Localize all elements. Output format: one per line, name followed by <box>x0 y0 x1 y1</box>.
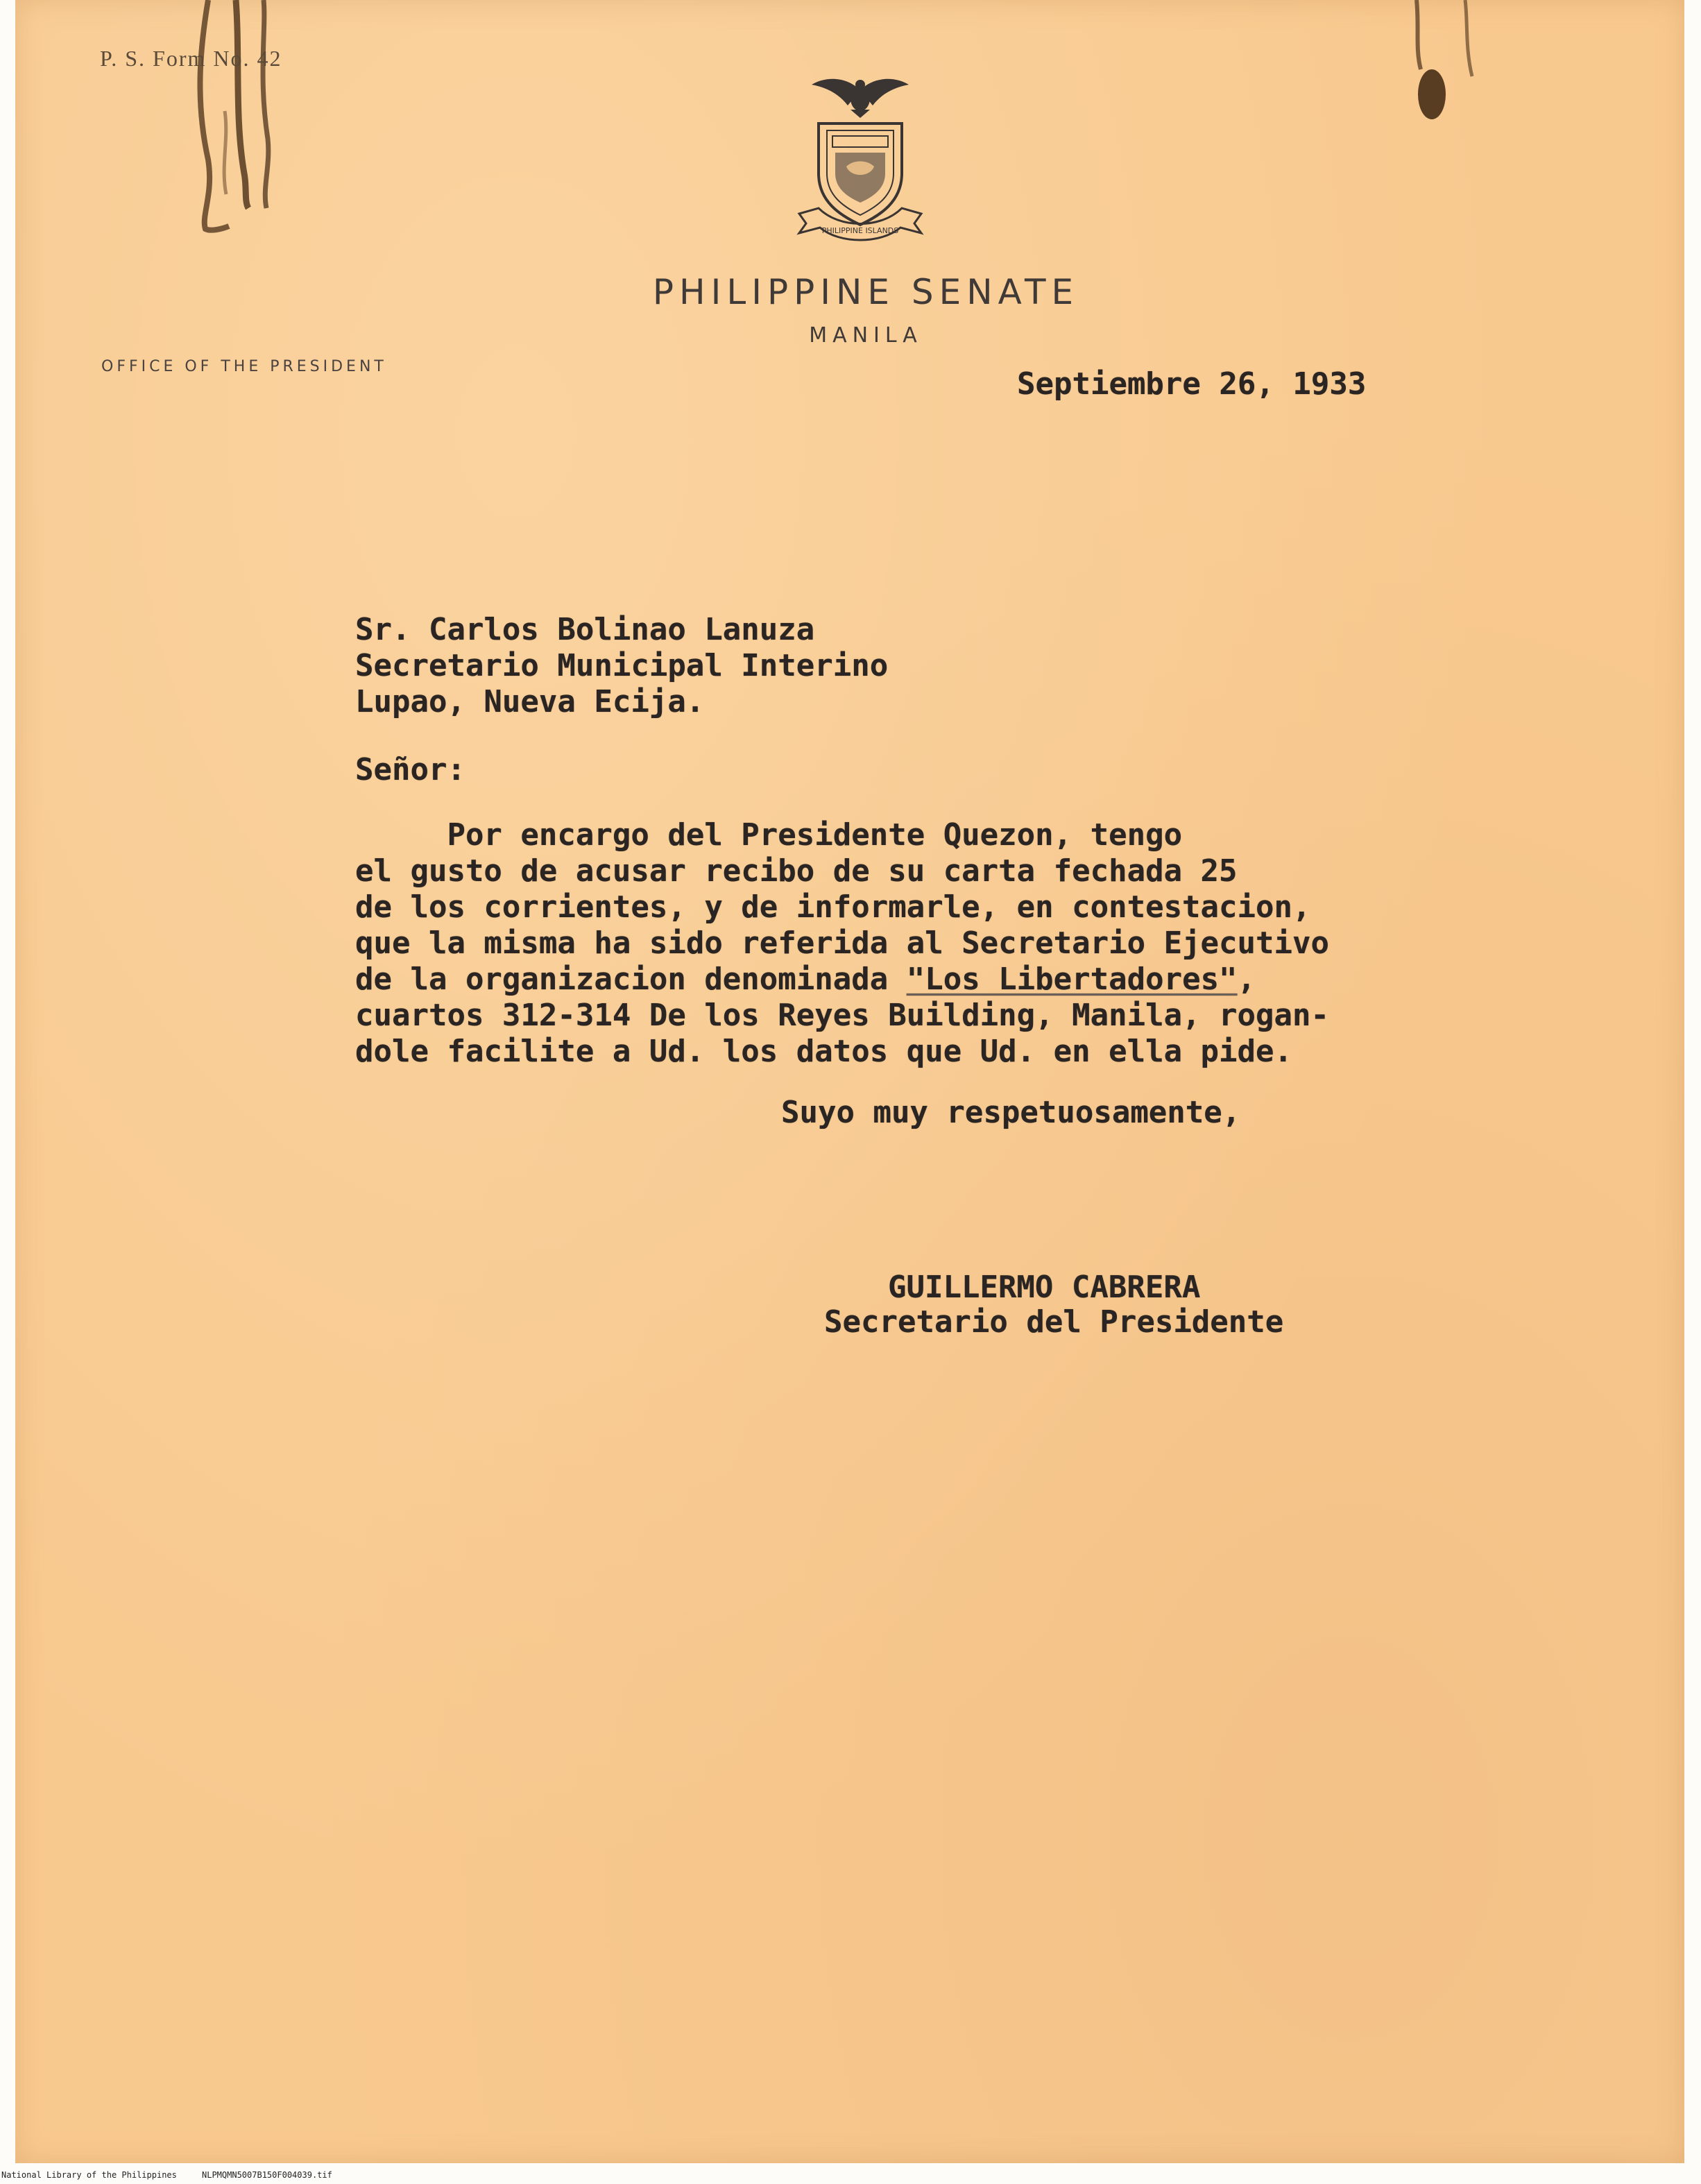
recipient-name: Sr. Carlos Bolinao Lanuza <box>355 612 815 647</box>
salutation: Señor: <box>355 752 465 787</box>
seal-motto: PHILIPPINE ISLANDS <box>821 226 899 235</box>
body-line: Por encargo del Presidente Quezon, tengo <box>355 817 1183 853</box>
body-line-punctuation: , <box>1237 962 1256 997</box>
letter-closing: Suyo muy respetuosamente, <box>781 1095 1241 1130</box>
body-line: el gusto de acusar recibo de su carta fechada 25 <box>355 853 1238 889</box>
body-line: dole facilite a Ud. los datos que Ud. en ella pide. <box>355 1034 1293 1069</box>
recipient-address <box>355 612 888 720</box>
body-line: de los corrientes, y de informarle, en contestacion, <box>355 889 1311 925</box>
ink-stain-left <box>180 0 284 236</box>
body-line-text: de la organizacion denominada <box>355 962 907 997</box>
recipient-location: Lupao, Nueva Ecija. <box>355 684 705 719</box>
signatory-name: GUILLERMO CABRERA <box>888 1270 1201 1305</box>
institution-name: PHILIPPINE SENATE <box>652 272 1079 312</box>
institution-city: MANILA <box>809 323 923 348</box>
organization-name: "Los Libertadores" <box>906 962 1238 997</box>
form-number: P. S. Form No. 42 <box>100 46 282 71</box>
body-line: que la misma ha sido referida al Secretario Ejecutivo <box>355 925 1329 961</box>
body-line: cuartos 312-314 De los Reyes Building, Manila, rogan- <box>355 998 1329 1033</box>
letter-body <box>355 817 1329 1070</box>
senate-seal-icon <box>791 69 930 243</box>
scan-footer <box>1 2170 332 2180</box>
body-line <box>355 962 1329 998</box>
letter-date: Septiembre 26, 1933 <box>1017 366 1367 402</box>
recipient-position: Secretario Municipal Interino <box>355 648 889 683</box>
signatory-title: Secretario del Presidente <box>824 1304 1284 1340</box>
footer-source: National Library of the Philippines <box>1 2170 177 2180</box>
office-name: OFFICE OF THE PRESIDENT <box>101 358 387 375</box>
ink-stain-right <box>1396 0 1500 132</box>
footer-file-id: NLPMQMN5007B150F004039.tif <box>202 2170 332 2180</box>
letter-paper <box>15 0 1684 2163</box>
